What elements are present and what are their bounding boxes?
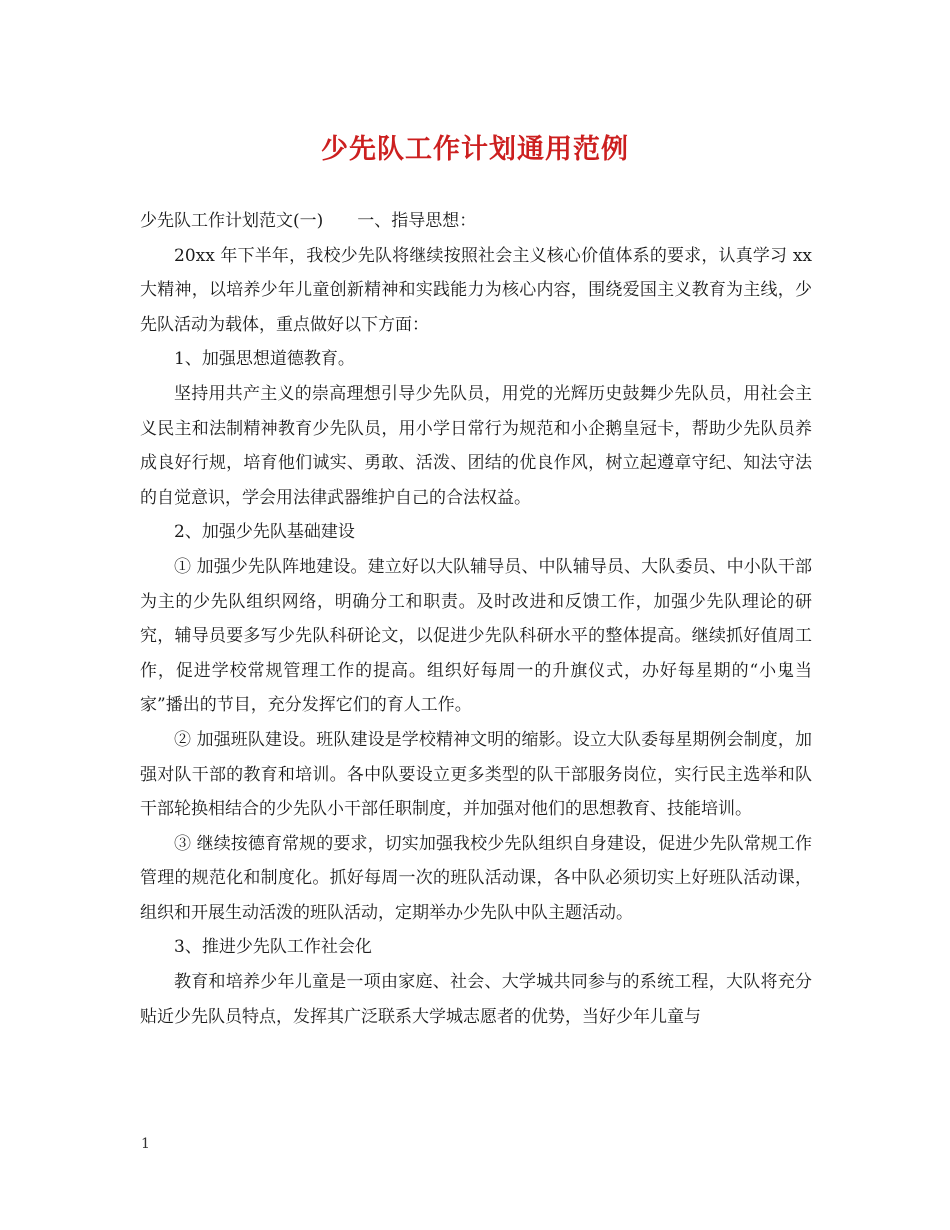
section-heading: 3、推进少先队工作社会化: [174, 937, 372, 958]
paragraph: ② 加强班队建设。班队建设是学校精神文明的缩影。设立大队委每星期例会制度，加强对队干部的教育和培训。各中队要设立更多类型的队干部服务岗位，实行民主选举和队干部轮换相结合的少先队小干部任职制度，并加强对他们的思想教育、技能培训。: [140, 729, 812, 820]
section-heading: 1、加强思想道德教育。: [174, 349, 355, 370]
intro-left-text: 少先队工作计划范文(一): [140, 211, 324, 231]
document-title: 少先队工作计划通用范例: [321, 134, 629, 165]
intro-line: [140, 204, 812, 239]
page-number: 1: [141, 1136, 150, 1152]
section-heading: 2、加强少先队基础建设: [174, 522, 355, 543]
paragraph: 坚持用共产主义的崇高理想引导少先队员，用党的光辉历史鼓舞少先队员，用社会主义民主和法制精神教育少先队员，用小学日常行为规范和小企鹅皇冠卡，帮助少先队员养成良好行规，培育他们诚实、勇敢、活泼、团结的优良作风，树立起遵章守纪、知法守法的自觉意识，学会用法律武器维护自己的合法权益。: [140, 383, 812, 508]
paragraph: ① 加强少先队阵地建设。建立好以大队辅导员、中队辅导员、大队委员、中小队干部为主的少先队组织网络，明确分工和职责。及时改进和反馈工作，加强少先队理论的研究，辅导员要多写少先队科研论文，以促进少先队科研水平的整体提高。继续抓好值周工作，促进学校常规管理工作的提高。组织好每周一的升旗仪式，办好每星期的“小鬼当家”播出的节目，充分发挥它们的育人工作。: [140, 556, 812, 716]
paragraph: 教育和培养少年儿童是一项由家庭、社会、大学城共同参与的系统工程，大队将充分贴近少先队员特点，发挥其广泛联系大学城志愿者的优势，当好少年儿童与: [140, 972, 812, 1027]
intro-right-text: 一、指导思想：: [357, 211, 477, 231]
paragraph: ③ 继续按德育常规的要求，切实加强我校少先队组织自身建设，促进少先队常规工作管理的规范化和制度化。抓好每周一次的班队活动课，各中队必须切实上好班队活动课，组织和开展生动活泼的班队活动，定期举办少先队中队主题活动。: [140, 833, 812, 923]
document-body: [140, 204, 812, 1034]
paragraph: 20xx 年下半年，我校少先队将继续按照社会主义核心价值体系的要求，认真学习 xx 大精神，以培养少年儿童创新精神和实践能力为核心内容，围绕爱国主义教育为主线，少先队活动为载体，重点做好以下方面：: [140, 245, 812, 335]
